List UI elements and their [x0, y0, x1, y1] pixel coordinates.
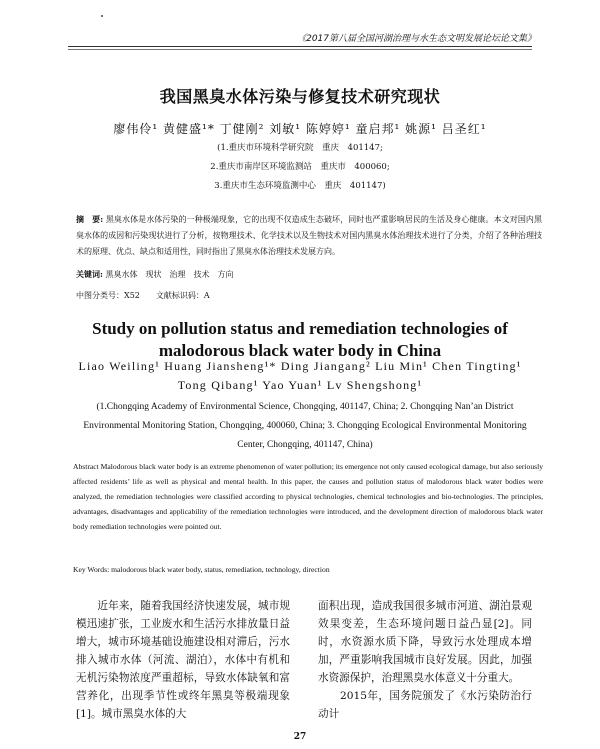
- body-column-right: 面积出现，造成我国很多城市河道、湖泊景观效果变差，生态环境问题日益凸显[2]。同时，水资源水质下降，导致污水处理成本增加，严重影响我国城市良好发展。因此，加强水资源保护，治理黑臭水体意义十分重大。 2015年，国务院颁发了《水污染防治行动计: [318, 600, 532, 720]
- chinese-authors: 廖伟伶¹ 黄健盛¹* 丁健刚² 刘敏¹ 陈婷婷¹ 童启邦¹ 姚源¹ 吕圣红¹: [113, 122, 487, 136]
- english-keywords-label: Key Words: [73, 565, 108, 574]
- chinese-affiliation-1: (1.重庆市环境科学研究院 重庆 401147;: [217, 143, 383, 153]
- english-affiliations: (1.Chongqing Academy of Environmental Science, Chongqing, 401147, China; 2. Chongqing Nan’an District Environmental Monitoring Station, Chongqing, 400060, China; 3. Chongqing Ecological Environmental Monitoring Center, Chongqing, 401147, China): [83, 402, 527, 450]
- english-authors-line-2: Tong Qibang¹ Yao Yuan¹ Lv Shengshong¹: [177, 378, 423, 392]
- scan-mark: [101, 15, 103, 17]
- chinese-keywords-label: 关键词:: [76, 269, 103, 279]
- chinese-affiliation-3: 3.重庆市生态环境监测中心 重庆 401147): [214, 181, 386, 191]
- chinese-title: 我国黑臭水体污染与修复技术研究现状: [159, 87, 441, 106]
- chinese-keywords-text: 黑臭水体 现状 治理 技术 方向: [105, 270, 234, 279]
- chinese-abstract-text: 黑臭水体是水体污染的一种极端现象，它的出现不仅造成生态破坏，同时也严重影响居民的生活及身心健康。本文对国内黑臭水体的成因和污染现状进行了分析，按物理技术、化学技术以及生物技术对国内黑臭水体治理技术进行了分类，介绍了各种治理技术的原理、优点、缺点和适用性，同时指出了黑臭水体治理技术发展方向。: [76, 215, 543, 256]
- header-rule-thin: [68, 49, 532, 50]
- english-keywords: [73, 565, 330, 574]
- english-title-line-1: Study on pollution status and remediation technologies of: [92, 319, 508, 338]
- chinese-abstract-label: 摘 要:: [76, 214, 104, 224]
- header-rule: [68, 46, 532, 47]
- english-abstract-label: Abstract: [73, 462, 99, 471]
- body-column-left: 近年来，随着我国经济快速发展，城市规模迅速扩张，工业废水和生活污水排放量日益增大，城市环境基础设施建设相对滞后，污水排入城市水体（河流、湖泊），水体中有机和无机污染物浓度严重超标，导致水体缺氧和富营养化，出现季节性或终年黑臭等极端现象[1]。城市黑臭水体的大: [76, 600, 290, 720]
- english-abstract: [73, 459, 543, 534]
- english-title: [0, 318, 600, 362]
- chinese-affiliation-2: 2.重庆市南岸区环境监测站 重庆市 400060;: [210, 162, 390, 172]
- chinese-abstract: [76, 211, 542, 260]
- page-number: 27: [293, 732, 307, 742]
- classification-codes: 中图分类号：X52 文献标识码：A: [76, 291, 210, 300]
- english-title-line-2: malodorous black water body in China: [158, 341, 442, 360]
- english-authors-line-1: Liao Weiling¹ Huang Jiansheng¹* Ding Jiangang² Liu Min¹ Chen Tingting¹: [78, 359, 522, 373]
- chinese-keywords: [76, 269, 234, 280]
- running-header: 《2017第八届全国河湖治理与水生态文明发展论坛论文集》: [297, 34, 536, 44]
- english-abstract-text: Malodorous black water body is an extreme phenomenon of water pollution; its emergence not only caused ecological damage, but also seriously affected residents’ life as well as physical and mental health. In this paper, the causes and pollution status of malodorous black water bodies were analyzed, the remediation technologies were classified according to physical technologies, chemical technologies and bio-technologies. The principles, advantages, disadvantages and applicability of the remediation technologies were introduced, and the development direction of malodorous black water body remediation technologies were pointed out.: [73, 462, 543, 531]
- english-keywords-text: : malodorous black water body, status, remediation, technology, direction: [107, 565, 330, 574]
